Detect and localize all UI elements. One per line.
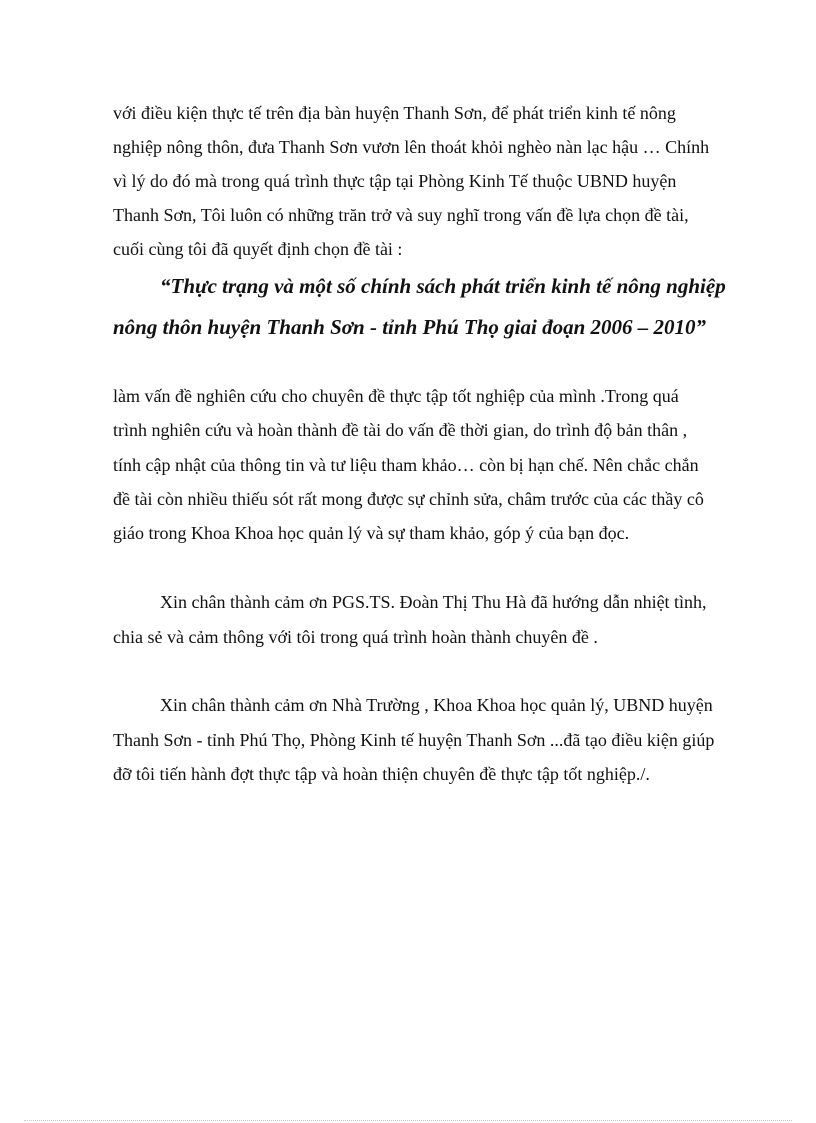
- paragraph4-line-2: Thanh Sơn - tỉnh Phú Thọ, Phòng Kinh tế huyện Thanh Sơn ...đã tạo điều kiện giúp: [113, 730, 715, 750]
- paragraph2-line-1: làm vấn đề nghiên cứu cho chuyên đề thực tập tốt nghiệp của mình .Trong quá: [113, 386, 679, 406]
- paragraph3-line-2: chia sẻ và cảm thông với tôi trong quá trình hoàn thành chuyên đề .: [113, 627, 598, 647]
- paragraph2-line-3: tính cập nhật của thông tin và tư liệu tham khảo… còn bị hạn chế. Nên chắc chắn: [113, 455, 699, 475]
- page-bottom-rule: [24, 1120, 792, 1121]
- paragraph1-line-4: Thanh Sơn, Tôi luôn có những trăn trở và suy nghĩ trong vấn đề lựa chọn đề tài,: [113, 205, 689, 225]
- paragraph2-line-5: giáo trong Khoa Khoa học quản lý và sự tham khảo, góp ý của bạn đọc.: [113, 523, 630, 543]
- paragraph3-line-1: Xin chân thành cảm ơn PGS.TS. Đoàn Thị Thu Hà đã hướng dẫn nhiệt tình,: [160, 592, 707, 612]
- paragraph1-line-1: với điều kiện thực tế trên địa bàn huyện Thanh Sơn, để phát triển kinh tế nông: [113, 103, 676, 123]
- thesis-title-line-1: “Thực trạng và một số chính sách phát triển kinh tế nông nghiệp: [160, 274, 726, 298]
- paragraph2-line-2: trình nghiên cứu và hoàn thành đề tài do vấn đề thời gian, do trình độ bản thân ,: [113, 420, 688, 440]
- paragraph2-line-4: đề tài còn nhiều thiếu sót rất mong được sự chỉnh sửa, châm trước của các thầy cô: [113, 489, 704, 509]
- paragraph4-line-3: đỡ tôi tiến hành đợt thực tập và hoàn thiện chuyên đề thực tập tốt nghiệp./.: [113, 764, 650, 784]
- paragraph1-line-2: nghiệp nông thôn, đưa Thanh Sơn vươn lên thoát khỏi nghèo nàn lạc hậu … Chính: [113, 137, 710, 157]
- thesis-title-line-2: nông thôn huyện Thanh Sơn - tỉnh Phú Thọ giai đoạn 2006 – 2010”: [113, 315, 707, 339]
- paragraph1-line-3: vì lý do đó mà trong quá trình thực tập tại Phòng Kinh Tế thuộc UBND huyện: [113, 171, 677, 191]
- paragraph1-line-5: cuối cùng tôi đã quyết định chọn đề tài :: [113, 239, 403, 259]
- paragraph4-line-1: Xin chân thành cảm ơn Nhà Trường , Khoa Khoa học quản lý, UBND huyện: [160, 695, 713, 715]
